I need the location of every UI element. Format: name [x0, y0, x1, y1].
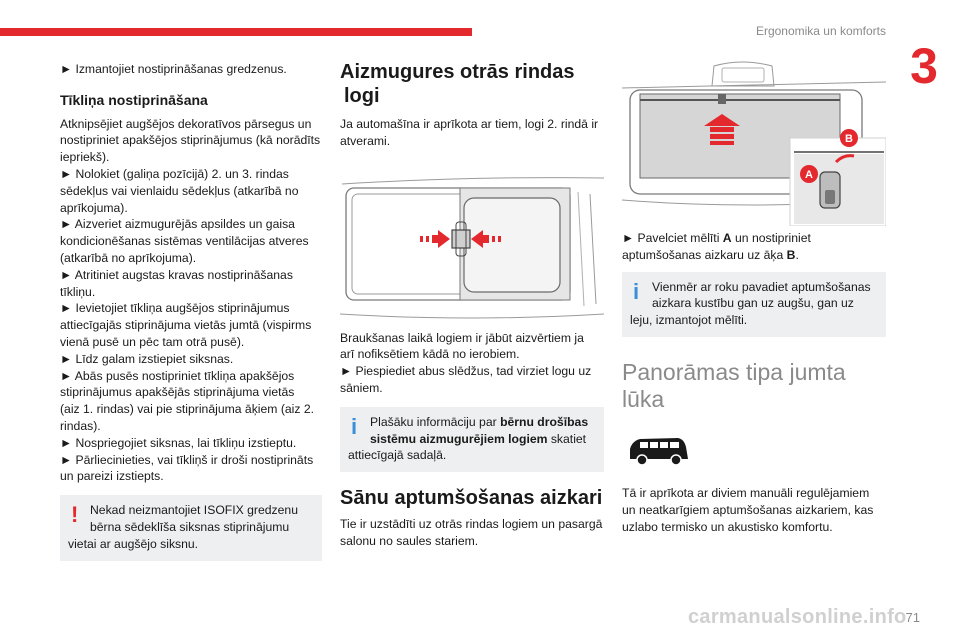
column-right	[622, 60, 886, 535]
text-line: ► Līdz galam izstiepiet siksnas.	[60, 351, 234, 366]
sliding-window-illustration	[340, 164, 604, 326]
vehicle-silhouette-icon	[626, 431, 692, 471]
text-line: vienā pusē un pēc tam otrā pusē).	[60, 334, 245, 349]
tab-letter-a: A	[722, 231, 732, 245]
intro-step: ► Izmantojiet nostiprināšanas gredzenus.	[60, 62, 287, 76]
text-line: un neatkarīgiem aptumšošanas aizkariem, kas	[622, 502, 874, 517]
warning-line: vietai ar augšējo siksnu.	[68, 536, 199, 551]
heading-line: Aizmugures otrās rindas	[340, 61, 575, 83]
info-line: Vienmēr ar roku pavadiet aptumšošanas	[652, 279, 871, 294]
text-line: Tie ir uzstādīti uz otrās rindas logiem un pasargā	[340, 517, 603, 532]
info-icon: i	[633, 278, 640, 304]
warning-exclamation-icon: !	[71, 502, 79, 528]
heading-line: logi	[344, 85, 380, 107]
chapter-number: 3	[910, 38, 938, 94]
text-line: ► Atritiniet augstas kravas nostiprināšanas	[60, 267, 293, 282]
side-blinds-text	[340, 516, 604, 550]
info-line: leju, izmantojot mēlīti.	[630, 313, 748, 328]
warning-line: bērna sēdeklīša siksnas stiprinājumu	[90, 519, 290, 534]
sunblind-illustration	[622, 60, 886, 226]
text-line: ► Piespiediet abus slēdžus, tad virziet logu uz	[340, 364, 592, 379]
section-heading-rear-windows	[340, 60, 604, 108]
info-note-blind	[622, 272, 886, 337]
hook-letter-b: B	[786, 247, 796, 262]
section-heading-panoramic-roof	[622, 359, 886, 413]
text-line: aprīkojuma).	[60, 200, 128, 215]
text-span: .	[795, 247, 799, 262]
text-line: ► Aizveriet aizmugurējās apsildes un gaisa	[60, 217, 295, 232]
text-line: attiecīgajās stiprinājuma vietās jumtā (vispirms	[60, 318, 312, 333]
text-line: sāniem.	[340, 380, 383, 395]
chapter-color-bar	[0, 28, 472, 36]
text-line: iepriekš).	[60, 150, 110, 165]
info-line	[348, 414, 596, 431]
section-heading-net: Tīkliņa nostiprināšana	[60, 91, 208, 108]
pull-tab-instructions	[622, 230, 886, 264]
text-line: ► Abās pusēs nostipriniet tīkliņa apakšējos	[60, 368, 295, 383]
text-line: ► Ievietojiet tīkliņa augšējos stiprinājumus	[60, 301, 290, 316]
marker-a-label: A	[805, 169, 813, 181]
text-line: Atknipsējiet augšējos dekoratīvos pārsegus un	[60, 116, 312, 131]
text-line: ► Pārliecinieties, vai tīkliņš ir droši nostiprināts	[60, 452, 314, 467]
text-span: ► Pavelciet mēlīti	[622, 231, 723, 245]
text-line: Braukšanas laikā logiem ir jābūt aizvērtiem ja	[340, 330, 584, 345]
rear-windows-intro	[340, 116, 604, 150]
panoramic-roof-text	[622, 485, 886, 535]
marker-b-label: B	[845, 133, 853, 145]
column-middle	[340, 60, 604, 550]
text-line: arī nofiksētiem kādā no ierobiem.	[340, 347, 520, 362]
heading-line: lūka	[622, 385, 665, 412]
text-line: tīkliņu.	[60, 284, 96, 299]
warning-note	[60, 495, 322, 560]
info-icon: i	[351, 413, 358, 439]
column-left	[60, 60, 322, 561]
text-line: ► Nospriegojiet siksnas, lai tīkliņu izstieptu.	[60, 435, 297, 450]
text-line: Tā ir aprīkota ar diviem manuāli regulējamiem	[622, 485, 870, 500]
text-line: (atkarībā no aprīkojuma).	[60, 250, 197, 265]
info-line: aizkara kustību gan uz augšu, gan uz	[652, 296, 854, 311]
text-line	[622, 230, 886, 247]
text-line	[622, 247, 886, 264]
text-line: nostipriniet apakšējos stiprinājumus (kā norādīts	[60, 133, 321, 148]
text-line: uzlabo termisko un akustisko komfortu.	[622, 519, 833, 534]
info-text: skatiet	[547, 431, 587, 446]
section-heading-side-blinds: Sānu aptumšošanas aizkari	[340, 487, 603, 510]
text-line: ► Nolokiet (galiņa pozīcijā) 2. un 3. rindas	[60, 166, 289, 181]
window-instructions	[340, 330, 604, 397]
heading-line: Panorāmas tipa jumta	[622, 358, 846, 385]
text-line: un pareizi izstiepts.	[60, 469, 164, 484]
info-text: Plašāku informāciju par	[370, 414, 501, 429]
text-line: sēdekļus vai vienlaidu sēdekļus (atkarībā no	[60, 183, 299, 198]
warning-line: Nekad neizmantojiet ISOFIX gredzenu	[90, 503, 298, 518]
info-line: attiecīgajā sadaļā.	[348, 448, 447, 463]
info-bold-text: bērnu drošības	[500, 414, 589, 429]
text-line: Ja automašīna ir aprīkota ar tiem, logi 2. rindā ir	[340, 117, 599, 131]
text-line: (aiz 1. rindas) vai pie stiprinājuma āķiem (aiz 2.	[60, 402, 315, 417]
info-note-child-safety	[340, 407, 604, 472]
net-instructions	[60, 116, 322, 486]
text-span: aptumšošanas aizkaru uz āķa	[622, 247, 787, 262]
running-head: Ergonomika un komforts	[755, 24, 886, 38]
text-line: atverami.	[340, 133, 391, 148]
site-watermark: carmanualsonline.info	[688, 606, 907, 628]
page-number: 71	[905, 610, 920, 625]
text-line: rindas).	[60, 418, 101, 433]
text-line: stiprinājumus apakšējās stiprinājuma vietās	[60, 385, 295, 400]
text-line: salonu no saules stariem.	[340, 533, 479, 548]
text-line: kondicionēšanas sistēmas ventilācijas atveres	[60, 234, 309, 249]
info-line	[348, 431, 596, 448]
text-span: un nostipriniet	[731, 231, 811, 245]
info-bold-text: sistēmu aizmugurējiem logiem	[370, 431, 548, 446]
